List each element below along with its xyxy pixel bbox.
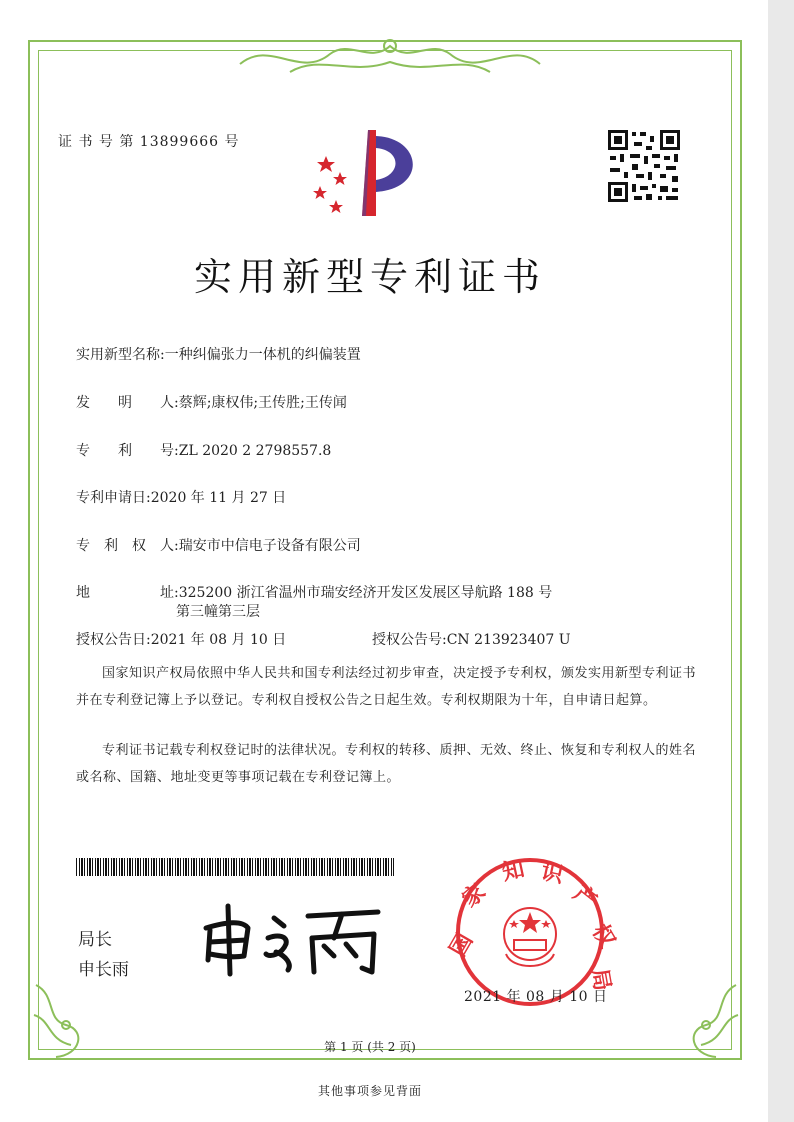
barcode bbox=[76, 858, 394, 876]
director-name: 申长雨 bbox=[78, 960, 129, 980]
field-label: 发 明 人: bbox=[76, 395, 179, 411]
field-value: 325200 浙江省温州市瑞安经济开发区发展区导航路 188 号 bbox=[178, 585, 553, 601]
field-value: 2021 年 08 月 10 日 bbox=[150, 632, 287, 648]
field-utility-model-name bbox=[76, 344, 361, 364]
field-grant-number bbox=[372, 629, 571, 649]
handwritten-signature-icon bbox=[196, 898, 386, 978]
footer-note: 其他事项参见背面 bbox=[317, 1084, 422, 1098]
field-value: CN 213923407 U bbox=[446, 632, 571, 648]
svg-text:产: 产 bbox=[568, 881, 602, 915]
scan-edge bbox=[768, 0, 794, 1122]
field-label: 地 址: bbox=[76, 585, 179, 601]
svg-text:知: 知 bbox=[500, 856, 527, 886]
director-title: 局长 bbox=[78, 930, 112, 950]
field-label: 实用新型名称: bbox=[76, 347, 165, 363]
field-label: 专 利 号: bbox=[76, 443, 179, 459]
field-grant-date bbox=[76, 629, 286, 649]
field-patent-number bbox=[76, 440, 331, 460]
field-value: 瑞安市中信电子设备有限公司 bbox=[178, 538, 361, 554]
field-patentee bbox=[76, 535, 361, 555]
field-label: 专 利 权 人: bbox=[76, 538, 179, 554]
svg-text:局: 局 bbox=[586, 966, 615, 993]
page-indicator: 第 1 页 (共 2 页) bbox=[324, 1040, 416, 1054]
field-label: 授权公告号: bbox=[372, 632, 447, 648]
field-value: ZL 2020 2 2798557.8 bbox=[178, 443, 332, 459]
field-value: 一种纠偏张力一体机的纠偏装置 bbox=[164, 347, 361, 363]
paragraph-grant-statement: 国家知识产权局依照中华人民共和国专利法经过初步审查，决定授予专利权，颁发实用新型专利证书并在专利登记簿上予以登记。专利权自授权公告之日起生效。专利权期限为十年，自申请日起算。 bbox=[76, 666, 697, 708]
certificate-title: 实用新型专利证书 bbox=[193, 255, 546, 299]
paragraph-legal-status: 专利证书记载专利权登记时的法律状况。专利权的转移、质押、无效、终止、恢复和专利权人的姓名或名称、国籍、地址变更等事项记载在专利登记簿上。 bbox=[76, 743, 697, 785]
svg-text:国: 国 bbox=[445, 929, 479, 961]
svg-text:家: 家 bbox=[457, 879, 491, 913]
top-ornament-icon bbox=[230, 34, 550, 84]
svg-text:识: 识 bbox=[538, 859, 566, 889]
field-label: 专利申请日: bbox=[76, 490, 151, 506]
field-label: 授权公告日: bbox=[76, 632, 151, 648]
official-seal-icon bbox=[440, 846, 620, 1006]
field-value: 蔡辉;康权伟;王传胜;王传闻 bbox=[178, 395, 347, 411]
field-inventors bbox=[76, 392, 347, 412]
seal-date: 2021 年 08 月 10 日 bbox=[464, 989, 608, 1005]
qr-code-icon bbox=[606, 128, 682, 204]
field-address bbox=[76, 582, 552, 602]
field-application-date bbox=[76, 487, 286, 507]
field-address-line2: 第三幢第三层 bbox=[176, 604, 260, 620]
field-value: 2020 年 11 月 27 日 bbox=[150, 490, 287, 506]
certificate-number: 证 书 号 第 13899666 号 bbox=[58, 134, 240, 150]
cnipa-logo-icon bbox=[310, 128, 430, 220]
svg-text:权: 权 bbox=[586, 920, 620, 953]
